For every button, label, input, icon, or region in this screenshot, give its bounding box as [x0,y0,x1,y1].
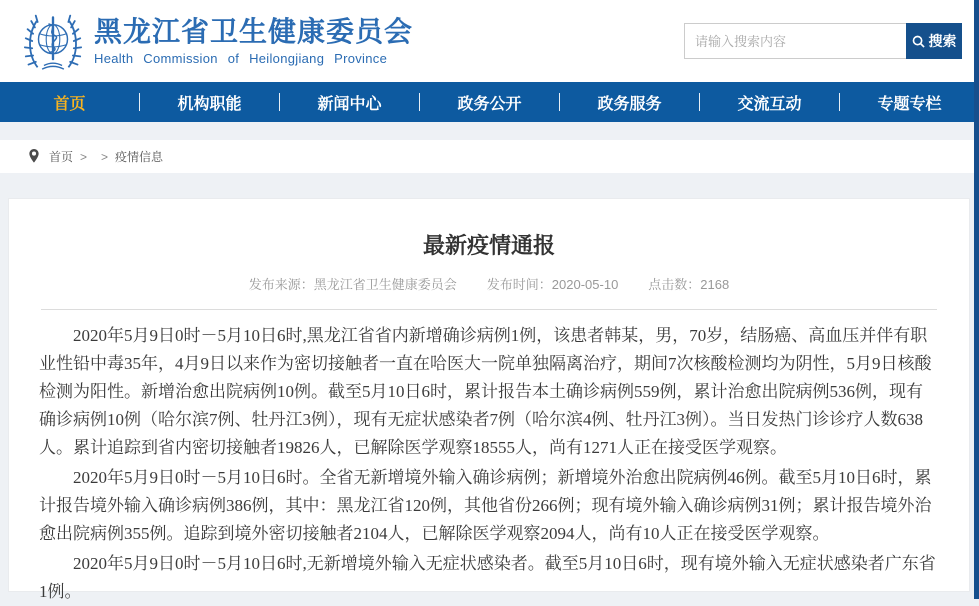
nav-item-gov-disclosure[interactable] [420,82,559,122]
search-bar [684,23,962,59]
main-nav [0,82,979,122]
meta-source: 发布来源：黑龙江省卫生健康委员会 [248,277,457,292]
breadcrumb-current-link[interactable]: 疫情信息 [115,150,164,164]
nav-item-interaction[interactable] [700,82,839,122]
nav-item-special-topics[interactable] [840,82,979,122]
article-meta [39,274,939,293]
article-paragraph: 2020年5月9日0时－5月10日6时,黑龙江省省内新增确诊病例1例，该患者韩某，男，70岁，结肠癌、高血压并伴有职业性铅中毒35年，4月9日以来作为密切接触者一直在哈医大一院单独隔离治疗，期间7次核酸检测均为阴性，5月9日核酸检测为阳性。新增治愈出院病例10例。截至5月10日6时，累计报告本土确诊病例559例，累计治愈出院病例536例，现有确诊病例10例（哈尔滨7例、牡丹江3例），现有无症状感染者7例（哈尔滨4例、牡丹江3例）。当日发热门诊诊疗人数638人。累计追踪到省内密切接触者19826人，已解除医学观察18555人，尚有1271人正在接受医学观察。 [39,326,932,457]
nav-item-label: 交流互动 [737,95,802,113]
article-title: 最新疫情通报 [422,233,555,258]
scrollbar[interactable] [974,0,979,599]
nav-item-gov-services[interactable] [560,82,699,122]
nav-item-label: 政务服务 [597,95,662,113]
nav-item-label: 机构职能 [177,95,242,113]
breadcrumb-separator: > [101,149,109,164]
meta-hit-count: 点击数：2168 [648,277,730,292]
nav-item-label: 首页 [53,95,86,113]
site-header [0,0,979,82]
brand-text [94,16,413,66]
nav-item-home[interactable] [0,82,139,122]
nav-item-org-duties[interactable] [140,82,279,122]
article-paragraph: 2020年5月9日0时－5月10日6时,无新增境外输入无症状感染者。截至5月10日6时，现有境外输入无症状感染者广东省1例。 [39,554,936,601]
site-title-cn: 黑龙江省卫生健康委员会 [94,15,414,47]
meta-publish-time: 发布时间：2020-05-10 [486,277,619,292]
breadcrumb-separator: > [80,149,88,164]
site-title-en: Health Commission of Heilongjiang Province [94,51,388,67]
nav-item-label: 新闻中心 [317,95,382,113]
nav-item-label: 政务公开 [457,95,522,113]
nav-item-label: 专题专栏 [877,95,942,113]
search-button-label: 搜索 [928,33,957,49]
search-button[interactable] [906,23,962,59]
search-input[interactable] [684,23,906,59]
article-card [8,198,970,601]
location-pin-icon [28,149,40,164]
brand [24,9,413,73]
breadcrumb [0,140,979,173]
article-body [39,322,939,606]
nav-item-news-center[interactable] [280,82,419,122]
breadcrumb-home-link[interactable]: 首页 [49,150,74,164]
search-icon [912,35,925,48]
meta-divider [41,309,937,310]
who-emblem-logo [24,9,82,73]
article-paragraph: 2020年5月9日0时－5月10日6时。全省无新增境外输入确诊病例；新增境外治愈出院病例46例。截至5月10日6时，累计报告境外输入确诊病例386例，其中：黑龙江省120例，其他省份266例；现有境外输入确诊病例31例；累计报告境外治愈出院病例355例。追踪到境外密切接触者2104人，已解除医学观察2094人，尚有10人正在接受医学观察。 [39,468,932,543]
